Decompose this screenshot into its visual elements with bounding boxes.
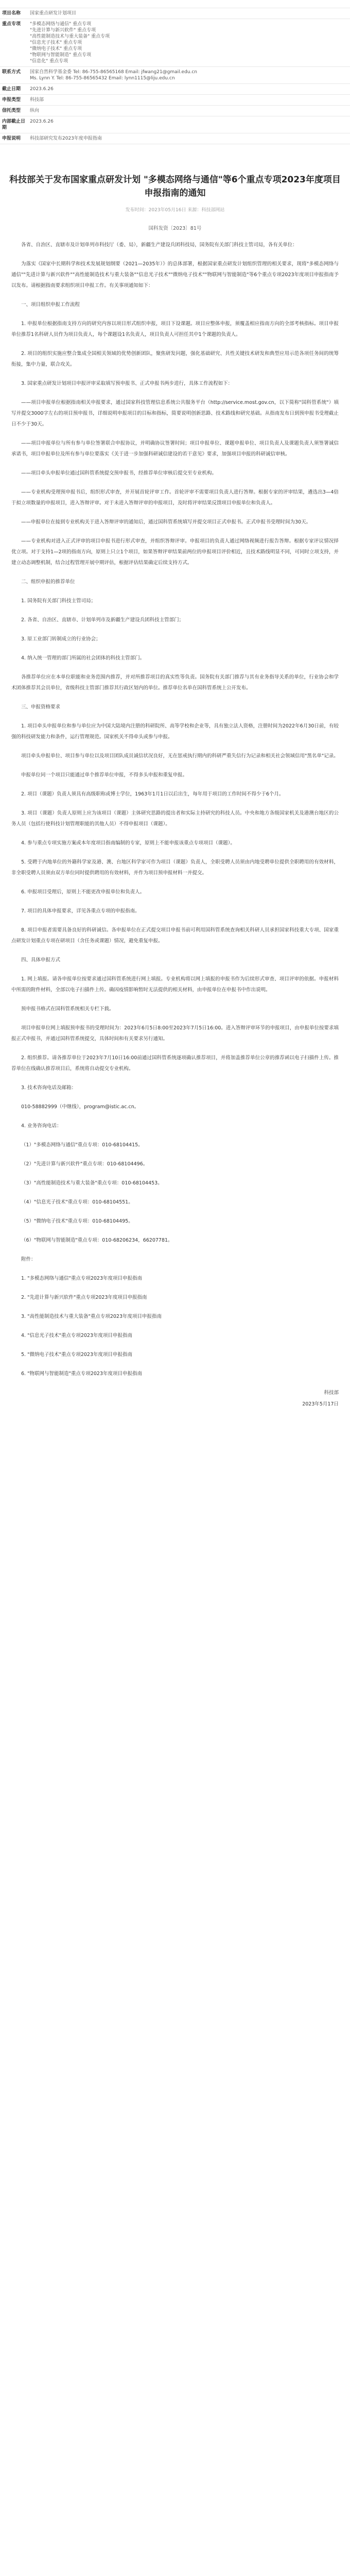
- article-paragraph: 2. "先进计算与新兴软件"重点专项2023年度项目申报指南: [21, 1295, 147, 1300]
- info-row: [0, 116, 350, 133]
- article-paragraph: 预申报书格式在国科管系统相关专栏下载。: [21, 1006, 114, 1012]
- article-paragraph: 各省、自治区、直辖市及计划单列市科技厅（委、局），新疆生产建设兵团科技局，国务院有关部门科技主管司局，各有关单位：: [21, 242, 297, 248]
- article-paragraph: 二、组织申报的推荐单位: [21, 579, 75, 585]
- article-paragraph: 各推荐单位应在本单位职能和业务范围内推荐，并对所推荐项目的真实性等负责。国务院有关部门推荐与其有业务指导关系的单位，行业协会和学术团体推荐其会员单位，省级科技主管部门推荐其行政区划内的单位。推荐单位名单在国科管系统上公开发布。: [11, 674, 339, 691]
- info-value-line: "信息光子技术" 重点专项: [30, 40, 82, 45]
- info-value-line: "信息化" 重点专项: [30, 59, 68, 64]
- info-key: 信托类型: [0, 106, 28, 116]
- article-paragraph: 3. "高性能制造技术与重大装备"重点专项2023年度项目申报指南: [21, 1314, 162, 1319]
- article-paragraph: 7. 项目的具体申报要求，详见各重点专项的申报指南。: [21, 908, 140, 914]
- info-value: 2023.6.26: [28, 116, 350, 133]
- article-paragraph: 010-58882999（中继线），program@istic.ac.cn。: [21, 1104, 139, 1110]
- info-key: 申报类型: [0, 95, 28, 106]
- signature-org: 科技部: [324, 1390, 339, 1396]
- info-value: 国家重点研发计划项目: [28, 8, 350, 19]
- signature-date: 2023年5月17日: [302, 1401, 339, 1407]
- info-value: 纵向: [28, 106, 350, 116]
- info-value: 科技部: [28, 95, 350, 106]
- article-paragraph: 2. 组织推荐。请各推荐单位于2023年7月10日16:00前通过国科管系统逐项确认推荐项目，并将加盖推荐单位公章的推荐函以电子扫描件上传。推荐单位在线确认推荐项目后，系统将自动提交专业机构。: [11, 1055, 339, 1072]
- article-paragraph: （3）"高性能制造技术与重大装备"重点专项：010-68104453。: [21, 1180, 163, 1186]
- article-paragraph: （5）"微纳电子技术"重点专项：010-68104495。: [21, 1218, 133, 1224]
- article-paragraph: 1. 申报单位根据指南支持方向的研究内容以项目形式组织申报，项目下设课题。项目应整体申报，须覆盖相应指南方向的全部考核指标。项目申报单位推荐1名科研人员作为项目负责人，每个课题设1名负责人，项目负责人可担任其中1个课题的负责人。: [11, 321, 339, 337]
- info-row: [0, 67, 350, 84]
- info-row: [0, 133, 350, 144]
- article-paragraph: 3. 项目（课题）负责人原则上应为该项目（课题）主体研究思路的提出者和实际主持研究的科技人员。中央和地方各级国家机关及港澳台地区的公务人员（包括行使科技计划管理职能的其他人员）不得申报项目（课题）。: [11, 810, 339, 827]
- info-value-line: "先进计算与新兴软件" 重点专项: [30, 28, 96, 33]
- article-paragraph: 三、申报资格要求: [21, 704, 61, 710]
- article-paragraph: 1. 项目牵头申报单位和参与单位应为中国大陆境内注册的科研院所、高等学校和企业等，具有独立法人资格，注册时间为2022年6月30日前，有较强的科技研发能力和条件，运行管理规范。国家机关不得牵头或参与申报。: [11, 723, 339, 740]
- article-paragraph: 一、项目组织申报工作流程: [21, 302, 80, 308]
- info-row: [0, 95, 350, 106]
- info-value-line: "高性能制造技术与重大装备" 重点专项: [30, 34, 110, 39]
- project-info-table: [0, 8, 350, 144]
- article-paragraph: ——项目牵头申报单位通过国科管系统提交预申报书，经推荐单位审核后提交至专业机构。: [21, 470, 217, 476]
- info-value: [28, 67, 350, 84]
- info-value: 2023.6.26: [28, 84, 350, 95]
- article-paragraph: ——项目申报单位根据指南相关申报要求，通过国家科技管理信息系统公共服务平台（http://service.most.gov.cn，以下简称"国科管系统"）填写并提交3000字左右的项目预申报书，详细说明申报项目的目标和指标，简要说明创新思路、技术路线和研究基础。从指南发布日到预申报书受理截止日不少于30天。: [11, 400, 339, 427]
- article-paragraph: 1. 网上填报。请各申报单位按要求通过国科管系统进行网上填报。专业机构将以网上填报的申报书作为后续形式审查、项目评审的依据。申报材料中所需的附件材料，全部以电子扫描件上传。确因疫情影响暂时无法提供的相关材料，由申报单位在申报书中作出说明。: [11, 976, 339, 993]
- info-value-line: "微纳电子技术" 重点专项: [30, 46, 82, 52]
- article-paragraph: 4. 参与重点专项实施方案或本年度项目指南编制的专家，原则上不能申报该重点专项项目（课题）。: [21, 840, 235, 846]
- article-paragraph: 3. 国家重点研发计划项目申报评审采取填写预申报书、正式申报书两步进行，具体工作流程如下：: [21, 381, 233, 386]
- article-paragraph: 2. 项目的组织实施应整合集成全国相关领域的优势创新团队，聚焦研发问题，强化基础研究、共性关键技术研发和典型应用示范各项任务间的统筹衔接，集中力量，联合攻关。: [11, 351, 339, 367]
- article-paragraph: （6）"物联网与智能制造"重点专项：010-68206234，66207781。: [21, 1238, 173, 1243]
- article-paragraph: ——专业机构对进入正式评审的项目申报书进行形式审查，并组织答辩评审。申报项目的负责人通过网络视频进行报告答辩。根据专家评议情况择优立项。对于支持1—2项的指南方向，原则上只立1个项目，如果答辩评审结果前两位的申报项目评价相近，且技术路线明显不同，可同时立项支持，并建立动态调整机制，结合过程管理开展中期评估，根据评估结果确定后续支持方式。: [11, 538, 339, 566]
- article-paragraph: 四、具体申报方式: [21, 957, 61, 963]
- document-number: 国科发资〔2023〕81号: [148, 226, 202, 231]
- article-paragraph: 4. 业务咨询电话：: [21, 1123, 62, 1129]
- article-paragraph: （4）"信息光子技术"重点专项：010-68104551。: [21, 1199, 133, 1205]
- info-key: 项目名称: [0, 8, 28, 19]
- article-paragraph: 项目牵头申报单位、项目参与单位以及项目团队成员诚信状况良好，无在惩戒执行期内的科研严重失信行为记录和相关社会领域信用"黑名单"记录。: [21, 753, 339, 759]
- publish-meta: 发布时间：2023年05月16日 来源：科技部网站: [125, 208, 225, 213]
- article-paragraph: 1. "多模态网络与通信"重点专项2023年度项目申报指南: [21, 1276, 143, 1281]
- article-paragraph: 4. "信息光子技术"重点专项2023年度项目申报指南: [21, 1333, 133, 1338]
- article-paragraph: 2. 各省、自治区、直辖市、计划单列市及新疆生产建设兵团科技主管部门；: [21, 617, 184, 623]
- article-paragraph: ——项目申报单位与所有参与单位签署联合申报协议，并明确协议签署时间；项目申报单位、课题申报单位、项目负责人及课题负责人须签署诚信承诺书，项目申报单位及所有参与单位要落实《关于进一步加强科研诚信建设的若干意见》要求，加强项目申报的科研诚信审核。: [11, 440, 339, 457]
- article-paragraph: 5. "微纳电子技术"重点专项2023年度项目申报指南: [21, 1352, 133, 1358]
- info-value: 科技部研究发布2023年度申报指南: [28, 133, 350, 144]
- article-paragraph: 3. 技术咨询电话及邮箱：: [21, 1085, 77, 1091]
- info-key: 内部截止日期: [0, 116, 28, 133]
- info-key: 重点专项: [0, 19, 28, 67]
- article-paragraph: 申报单位同一个项目只能通过单个推荐单位申报，不得多头申报和重复申报。: [21, 772, 188, 778]
- info-row: [0, 19, 350, 67]
- info-row: [0, 84, 350, 95]
- info-row: [0, 8, 350, 19]
- article-paragraph: （2）"先进计算与新兴软件"重点专项：010-68104496。: [21, 1161, 148, 1167]
- article-paragraph: 4. 纳入统一管理的部门所属的社会团体的科技主管部门。: [21, 655, 145, 661]
- article-paragraph: 8. 项目申报者需要具备良好的科研诚信。各申报单位在正式提交项目申报书前可利用国科管系统查询相关科研人员承担国家科技重大专项、国家重点研发计划重点专项在研项目（含任务或课题）情况，避免重复申报。: [11, 927, 339, 944]
- article-title: 科技部关于发布国家重点研发计划 "多模态网络与通信"等6个重点专项2023年度项目申报指南的通知: [9, 175, 341, 198]
- article-paragraph: 2. 项目（课题）负责人须具有高级职称或博士学位，1963年1月1日以后出生，每年用于项目的工作时间不得少于6个月。: [21, 791, 284, 797]
- info-value-line: 国家自然科学基金委 Tel: 86-755-86565168 Email: jfwang21@gmail.edu.cn: [30, 70, 197, 75]
- article-paragraph: 3. 原工业部门转制成立的行业协会；: [21, 636, 101, 642]
- article-paragraph: 6. 申报项目受理后，原则上不能更改申报单位和负责人。: [21, 889, 145, 895]
- info-value-line: "多模态网络与通信" 重点专项: [30, 22, 92, 27]
- article-paragraph: 为落实《国家中长期科学和技术发展规划纲要（2021—2035年）》的总体部署，根据国家重点研发计划组织管理的相关要求，现将"多模态网络与通信""先进计算与新兴软件""高性能制造技术与重大装备""信息光子技术""微纳电子技术""物联网与智能制造"等6个重点专项2023年度项目申报指南予以发布。请根据指南要求组织项目申报工作。有关事项通知如下：: [11, 261, 339, 289]
- info-value-line: Ms. Lynn Y. Tel: 86-755-86565432 Email: lynn1115@liju.edu.cn: [30, 76, 175, 81]
- article-paragraph: 附件：: [21, 1257, 36, 1262]
- article-paragraph: （1）"多模态网络与通信"重点专项：010-68104415。: [21, 1142, 143, 1148]
- info-value: [28, 19, 350, 67]
- info-row: [0, 106, 350, 116]
- article-paragraph: 1. 国务院有关部门科技主管司局；: [21, 598, 96, 604]
- signature-block: [0, 1387, 350, 1410]
- info-key: 申报说明: [0, 133, 28, 144]
- info-key: 截止日期: [0, 84, 28, 95]
- article-paragraph: ——专业机构受理预申报书后，组织形式审查，并开展首轮评审工作。首轮评审不需要项目负责人进行答辩。根据专家的评审结果，遴选出3—4倍于拟立项数量的申报项目，进入答辩评审。对于未进入答辩评审的申报项目，及时将评审结果反馈项目申报单位和负责人。: [11, 489, 339, 506]
- info-value-line: "物联网与智能制造" 重点专项: [30, 53, 92, 58]
- info-key: 联系方式: [0, 67, 28, 84]
- article-paragraph: 6. "物联网与智能制造"重点专项2023年度项目申报指南: [21, 1371, 143, 1377]
- article-paragraph: 项目申报单位网上填报预申报书的受理时间为：2023年6月5日8:00至2023年7月5日16:00。进入答辩评审环节的申报项目，由申报单位按要求填报正式申报书，并通过国科管系统提交，具体时间和有关要求另行通知。: [11, 1025, 339, 1042]
- article-paragraph: 5. 受聘于内地单位的外籍科学家及港、澳、台地区科学家可作为项目（课题）负责人，全职受聘人员须由内地受聘单位提供全职聘用的有效材料，非全职受聘人员须由双方单位同时提供聘用的有效材料，并作为项目预申报材料一并提交。: [11, 859, 339, 876]
- article-body: [0, 240, 350, 1379]
- article-paragraph: ——申报单位在接到专业机构关于进入答辩评审的通知后，通过国科管系统填写并提交项目正式申报书。正式申报书受理时间为30天。: [21, 519, 311, 525]
